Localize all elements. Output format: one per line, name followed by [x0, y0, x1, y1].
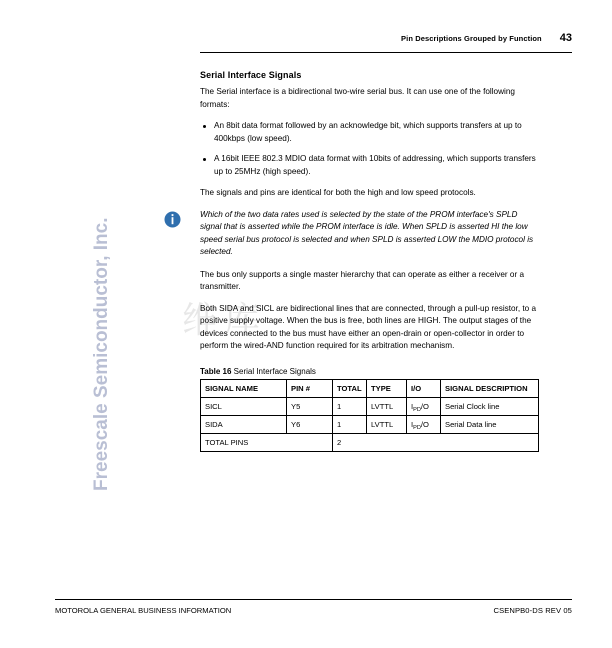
background-watermark: 维库: [182, 300, 267, 341]
side-brand-watermark: Freescale Semiconductor, Inc.: [91, 217, 112, 491]
io-prefix: I: [411, 419, 414, 429]
list-item: An 8bit data format followed by an acknowledge bit, which supports transfers at up to 400kbps (low speed).: [200, 120, 538, 145]
table-total-row: [201, 433, 539, 451]
column-header-description: SIGNAL DESCRIPTION: [441, 379, 539, 397]
table-row: [201, 397, 539, 415]
cell-total: 1: [333, 397, 367, 415]
bus-hierarchy-paragraph: The bus only supports a single master hierarchy that can operate as either a receiver or a transmitter.: [200, 269, 525, 291]
footer-left-text: MOTOROLA GENERAL BUSINESS INFORMATION: [55, 606, 232, 615]
column-header-io: I/O: [407, 379, 441, 397]
cell-pin: Y5: [287, 397, 333, 415]
cell-description: Serial Data line: [441, 415, 539, 433]
cell-pin: Y6: [287, 415, 333, 433]
page-footer: [55, 606, 572, 615]
table-caption: [200, 367, 538, 376]
footer-divider: [55, 599, 572, 600]
cell-type: LVTTL: [367, 397, 407, 415]
format-bullet-list: [200, 120, 538, 178]
table-caption-text: Serial Interface Signals: [233, 366, 316, 376]
io-suffix: /O: [420, 419, 429, 429]
column-header-signal-name: SIGNAL NAME: [201, 379, 287, 397]
header-title: Pin Descriptions Grouped by Function: [401, 34, 542, 43]
cell-type: LVTTL: [367, 415, 407, 433]
cell-signal-name: SICL: [201, 397, 287, 415]
page-number: 43: [559, 32, 572, 44]
column-header-type: TYPE: [367, 379, 407, 397]
io-subscript: PD: [413, 424, 421, 431]
cell-description: Serial Clock line: [441, 397, 539, 415]
section-title: Serial Interface Signals: [200, 70, 302, 80]
intro-paragraph: The Serial interface is a bidirectional two-wire serial bus. It can use one of the following formats:: [200, 87, 515, 109]
signals-identical-paragraph: The signals and pins are identical for both the high and low speed protocols.: [200, 188, 476, 197]
page-header: [200, 32, 572, 44]
cell-io: [407, 397, 441, 415]
column-header-total: TOTAL: [333, 379, 367, 397]
page-content: [200, 70, 538, 452]
bidirectional-lines-paragraph: Both SIDA and SICL are bidirectional lines that are connected, through a pull-up resistor, to a positive supply voltage. When the bus is free, both lines are HIGH. The output stages of the devices connected to the bus must have either an open-drain or open-collector in order to perform the wired-AND function required for its arbitration mechanism.: [200, 303, 537, 350]
table-header-row: [201, 379, 539, 397]
io-prefix: I: [411, 401, 414, 411]
cell-total: 1: [333, 415, 367, 433]
cell-io: [407, 415, 441, 433]
cell-total-pins-label: TOTAL PINS: [201, 433, 333, 451]
io-subscript: PD: [413, 406, 421, 413]
cell-total-pins-value: 2: [333, 433, 539, 451]
column-header-pin: PIN #: [287, 379, 333, 397]
list-item: A 16bit IEEE 802.3 MDIO data format with 10bits of addressing, which supports transfers up to 25MHz (high speed).: [200, 153, 538, 178]
cell-signal-name: SIDA: [201, 415, 287, 433]
header-divider: [200, 52, 572, 53]
footer-right-text: CSENPB0-DS REV 05: [493, 606, 572, 615]
io-suffix: /O: [420, 401, 429, 411]
note-paragraph: Which of the two data rates used is selected by the state of the PROM interface's SPLD signal that is asserted while the PROM interface is idle. When SPLD is asserted HI the low speed serial bus protocol is selected and when SPLD is asserted LOW the MDIO protocol is selected.: [200, 209, 534, 256]
serial-interface-signals-table: [200, 379, 539, 452]
table-caption-label: Table 16: [200, 366, 232, 376]
table-row: [201, 415, 539, 433]
note-block: [200, 209, 538, 259]
info-icon: [164, 211, 181, 228]
